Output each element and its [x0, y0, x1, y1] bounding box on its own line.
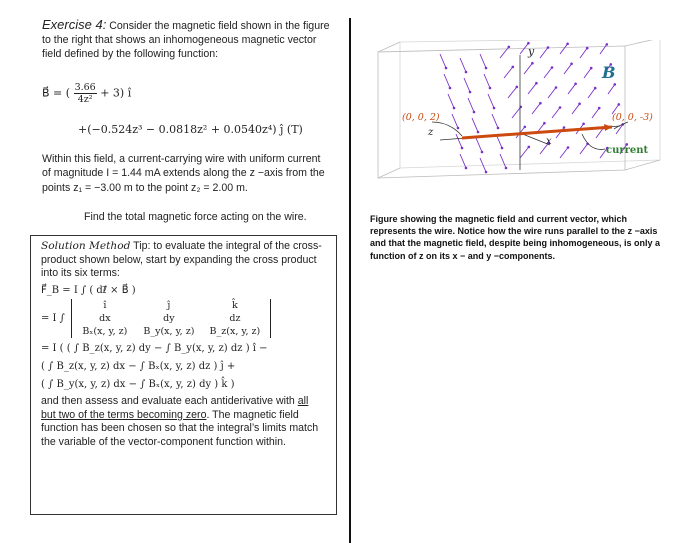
- field-arrow: [528, 83, 536, 94]
- solution-box: [30, 235, 337, 515]
- det-i: î: [103, 300, 107, 312]
- field-arrow-head: [524, 126, 527, 129]
- field-arrow: [572, 104, 580, 114]
- det-k: k̂: [232, 300, 238, 312]
- field-arrow-head: [590, 67, 593, 70]
- y-axis-label: y: [528, 45, 535, 58]
- exercise-paragraph: Within this field, a current-carrying wire with uniform current of magnitude I = 1.44 mA extends along the z −axis from the points z₁ = −3.00 m to the point z₂ = 2.00 m.: [42, 153, 325, 194]
- field-arrow: [540, 48, 548, 59]
- field-arrow-head: [574, 83, 577, 86]
- det-j: ĵ: [167, 300, 171, 312]
- field-arrow-head: [598, 107, 601, 110]
- field-arrow: [580, 48, 587, 58]
- field-arrow-head: [473, 111, 476, 114]
- field-arrow: [508, 87, 517, 98]
- expansion-line3: ( ∫ B_y(x, y, z) dx − ∫ Bₓ(x, y, z) dy ) k̂ ): [41, 378, 235, 390]
- eq-tail: + 3) î: [100, 86, 132, 100]
- field-arrow-head: [445, 67, 448, 70]
- exercise-intro-text: Consider the magnetic field shown in the figure to the right that shows an inhomogeneous magnetic vector field defined by the following function:: [42, 20, 330, 61]
- wire-arrowhead: [604, 124, 612, 131]
- field-arrow-head: [570, 63, 573, 66]
- field-arrow-head: [563, 126, 566, 129]
- field-arrow: [512, 107, 521, 118]
- current-label: current: [606, 145, 649, 156]
- field-arrow: [544, 68, 552, 79]
- field-arrow-head: [547, 46, 550, 49]
- solution-closing: [41, 395, 326, 449]
- exercise-intro: [42, 18, 332, 62]
- field-arrow-head: [485, 171, 488, 174]
- field-arrow-head: [586, 47, 589, 50]
- point-a-label: (0, 0, 2): [402, 112, 440, 123]
- field-arrow: [452, 114, 458, 128]
- exercise-label: Exercise 4:: [42, 17, 107, 32]
- field-arrow-head: [539, 102, 542, 105]
- field-arrow: [488, 94, 494, 108]
- field-arrow-head: [543, 122, 546, 125]
- field-arrow-head: [594, 87, 597, 90]
- column-divider: [349, 18, 351, 543]
- field-arrow: [580, 144, 588, 154]
- solution-heading: [41, 240, 326, 281]
- field-arrow: [548, 88, 556, 99]
- field-arrows: [440, 42, 628, 173]
- field-arrow-head: [535, 82, 538, 85]
- field-arrow-head: [505, 167, 508, 170]
- field-arrow-head: [516, 86, 519, 89]
- field-arrow: [560, 44, 568, 54]
- solution-heading-italic: Solution Method: [41, 240, 131, 252]
- field-arrow: [504, 67, 513, 78]
- eq-lhs: B⃗ = (: [42, 86, 71, 100]
- field-arrow-head: [485, 67, 488, 70]
- field-equation-line2: +(−0.524z³ − 0.0818z² + 0.0540z⁴) ĵ (T): [78, 123, 303, 136]
- field-arrow-head: [465, 71, 468, 74]
- field-arrow: [460, 58, 466, 72]
- field-arrow: [524, 63, 532, 74]
- force-integral: F⃗_B = I ∫ ( dℓ⃗ × B⃗ ): [41, 284, 136, 296]
- field-arrow-head: [566, 43, 569, 46]
- field-arrow: [560, 148, 568, 159]
- field-arrow: [532, 103, 540, 114]
- field-arrow: [556, 128, 564, 139]
- det-by: B_y(x, y, z): [143, 326, 195, 338]
- closing-b: . The magnetic field function has been chosen so that the integral’s limits match the variable of the vector-component function within.: [41, 408, 319, 448]
- eq-frac-num: 3.66: [74, 82, 96, 93]
- field-arrow: [492, 114, 498, 128]
- point-b-label: (0, 0, -3): [612, 112, 653, 123]
- field-arrow: [472, 118, 478, 132]
- field-arrow-head: [555, 86, 558, 89]
- field-arrow: [592, 108, 599, 118]
- field-equation-line1: [42, 82, 131, 105]
- solution-heading-rest: Tip: to evaluate the integral of the cross-product shown below, start by expanding the cross product into its six terms:: [41, 240, 322, 280]
- field-arrow-head: [501, 147, 504, 150]
- field-arrow-head: [481, 151, 484, 154]
- det-dx: dx: [99, 313, 111, 325]
- det-dy: dy: [163, 313, 175, 325]
- det-dz: dz: [229, 313, 241, 325]
- det-prefix: = I ∫: [41, 313, 65, 325]
- field-arrow: [464, 78, 470, 92]
- field-arrow: [564, 64, 572, 74]
- field-arrow-head: [606, 43, 609, 46]
- field-arrow: [608, 84, 615, 94]
- field-arrow-head: [497, 127, 500, 130]
- field-arrow: [520, 147, 529, 158]
- magnetic-field-figure: [370, 40, 680, 210]
- figure-caption: Figure showing the magnetic field and current vector, which represents the wire. Notice how the wire runs parallel to the z −axis and that the magnetic field, despite being inhomogeneous, is only a function of z on its x − and y −components.: [370, 214, 661, 261]
- field-arrow: [448, 94, 454, 108]
- field-arrow-head: [614, 83, 617, 86]
- determinant: [41, 299, 326, 338]
- field-arrow-head: [559, 106, 562, 109]
- field-arrow-head: [457, 127, 460, 130]
- field-arrow: [444, 74, 450, 88]
- field-arrow: [568, 84, 576, 94]
- eq-fraction: [74, 82, 97, 105]
- field-arrow-head: [461, 147, 464, 150]
- field-arrow-head: [551, 66, 554, 69]
- field-arrow: [468, 98, 474, 112]
- field-arrow: [500, 154, 506, 168]
- field-arrow: [440, 54, 446, 68]
- field-arrow-head: [489, 87, 492, 90]
- current-wire: [462, 127, 612, 138]
- field-arrow-head: [578, 103, 581, 106]
- det-bx: Bₓ(x, y, z): [82, 326, 128, 338]
- field-arrow: [584, 68, 591, 78]
- field-arrow-head: [508, 46, 511, 49]
- z-axis-label: z: [428, 127, 434, 138]
- field-arrow-head: [618, 103, 621, 106]
- field-arrow-head: [582, 123, 585, 126]
- det-bz: B_z(x, y, z): [209, 326, 261, 338]
- field-arrow: [480, 54, 486, 68]
- eq-frac-den: 4z²: [77, 94, 93, 105]
- field-arrow: [600, 44, 607, 54]
- b-field-label: B: [602, 63, 616, 82]
- field-arrow-head: [528, 146, 531, 149]
- closing-a: and then assess and evaluate each antiderivative with: [41, 395, 298, 408]
- field-arrow-head: [493, 107, 496, 110]
- field-arrow-head: [512, 66, 515, 69]
- field-arrow-head: [469, 91, 472, 94]
- det-matrix: [71, 299, 271, 338]
- field-arrow-head: [567, 146, 570, 149]
- field-arrow: [456, 134, 462, 148]
- closing-underlined: all but two of the terms becoming zero: [41, 395, 309, 421]
- field-arrow: [552, 108, 560, 119]
- field-arrow: [588, 88, 595, 98]
- field-arrow-head: [531, 62, 534, 65]
- x-axis-label: x: [546, 136, 552, 147]
- expansion-line2: ( ∫ B_z(x, y, z) dx − ∫ Bₓ(x, y, z) dz ) ĵ +: [41, 360, 236, 372]
- field-arrow-head: [449, 87, 452, 90]
- field-arrow: [476, 138, 482, 152]
- point-b-pointer: [614, 122, 628, 129]
- field-arrow-head: [453, 107, 456, 110]
- exercise-task: Find the total magnetic force acting on the wire.: [84, 211, 307, 223]
- field-arrow: [484, 74, 490, 88]
- field-arrow-head: [465, 167, 468, 170]
- field-arrow-head: [477, 131, 480, 134]
- expansion-line1: = I ( ( ∫ B_z(x, y, z) dy − ∫ B_y(x, y, z) dz ) î −: [41, 343, 268, 355]
